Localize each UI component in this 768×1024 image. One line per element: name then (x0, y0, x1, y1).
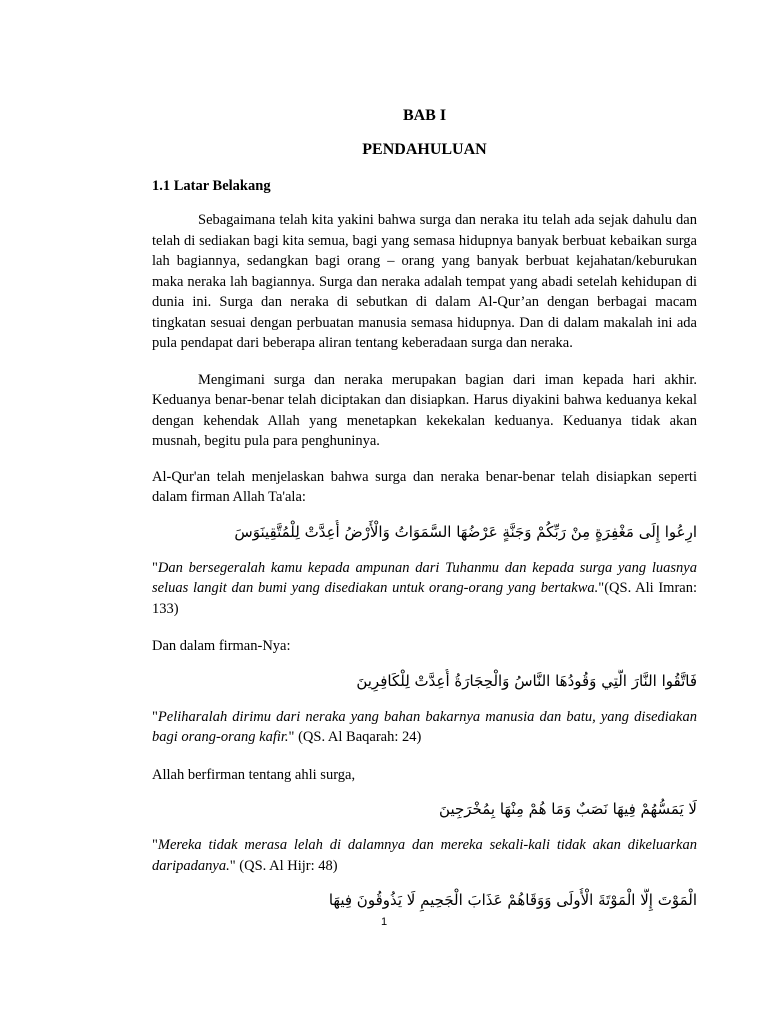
document-page (152, 100, 697, 912)
verse-reference: "(QS. Ali Imran: 133) (152, 580, 697, 617)
arabic-verse-al-hijr: لَا يَمَسُّهُمْ فِيهَا نَصَبٌ وَمَا هُمْ مِنْهَا بِمُخْرَجِينَ (439, 800, 697, 818)
intro-firman: Dan dalam firman-Nya: (152, 638, 291, 654)
section-heading: 1.1 Latar Belakang (152, 178, 271, 194)
paragraph-intro: Sebagaimana telah kita yakini bahwa surga dan neraka itu telah ada sejak dahulu dan telah di sediakan bagi kita semua, bagi yang semasa hidupnya banyak berbuat kebaikan surga lah bagiannya, sedangkan bagi orang – orang yang banyak berbuat kejahatan/keburukan maka neraka lah bagiannya. Surga dan neraka adalah tempat yang abadi setelah kehidupan di dunia ini. Surga dan neraka di sebutkan di dalam Al-Qur’an dengan berbagai macam tingkatan sesuai dengan perbuatan manusia semasa hidupnya. Dan di dalam makalah ini ada pula pendapat dari beberapa aliran tentang keberadaan surga dan neraka. (152, 212, 697, 351)
paragraph-quran: Al-Qur'an telah menjelaskan bahwa surga dan neraka benar-benar telah disiapkan seperti dalam firman Allah Ta'ala: (152, 468, 697, 505)
intro-surga: Allah berfirman tentang ahli surga, (152, 766, 356, 783)
translation-text: Mereka tidak merasa lelah di dalamnya dan mereka sekali-kali tidak akan dikeluarkan daripadanya. (152, 837, 697, 874)
chapter-title: PENDAHULUAN (362, 141, 487, 158)
arabic-verse-al-baqarah: فَاتَّقُوا النَّارَ الَّتِي وَقُودُهَا النَّاسُ وَالْحِجَارَةُ أُعِدَّتْ لِلْكَافِرِينَ (356, 671, 697, 690)
paragraph-iman: Mengimani surga dan neraka merupakan bagian dari iman kepada hari akhir. Keduanya benar-benar telah diciptakan dan disiapkan. Harus diyakini bahwa keduanya kekal dengan kehendak Allah yang menetapkan kekekalan keduanya. Keduanya tidak akan musnah, begitu pula para penghuninya. (152, 371, 697, 449)
page-number: 1 (380, 916, 388, 928)
translation-al-hijr (152, 835, 697, 876)
verse-reference: " (QS. Al Hijr: 48) (229, 857, 338, 874)
translation-ali-imran (152, 558, 697, 620)
arabic-verse-final: الْمَوْتَ إِلَّا الْمَوْتَةَ الْأُولَى وَوَقَاهُمْ عَذَابَ الْجَحِيمِ لَا يَذُوقُونَ فِيهَا (328, 891, 697, 909)
quote-open: " (152, 708, 158, 725)
arabic-verse-ali-imran: ارِعُوا إِلَى مَغْفِرَةٍ مِنْ رَبِّكُمْ وَجَنَّةٍ عَرْضُهَا السَّمَوَاتُ وَالْأَرْضُ أُعِدَّتْ لِلْمُتَّقِينَوَسَ (234, 522, 697, 541)
quote-open: " (152, 559, 158, 576)
translation-al-baqarah (152, 707, 697, 748)
chapter-label: BAB I (402, 107, 447, 124)
quote-open: " (152, 837, 158, 853)
translation-text: Peliharalah dirimu dari neraka yang bahan bakarnya manusia dan batu, yang disediakan bagi orang-orang kafir. (152, 708, 697, 745)
translation-text: Dan bersegeralah kamu kepada ampunan dari Tuhanmu dan kepada surga yang luasnya seluas langit dan bumi yang disediakan untuk orang-orang yang bertakwa. (152, 559, 697, 596)
verse-reference: " (QS. Al Baqarah: 24) (288, 729, 422, 745)
